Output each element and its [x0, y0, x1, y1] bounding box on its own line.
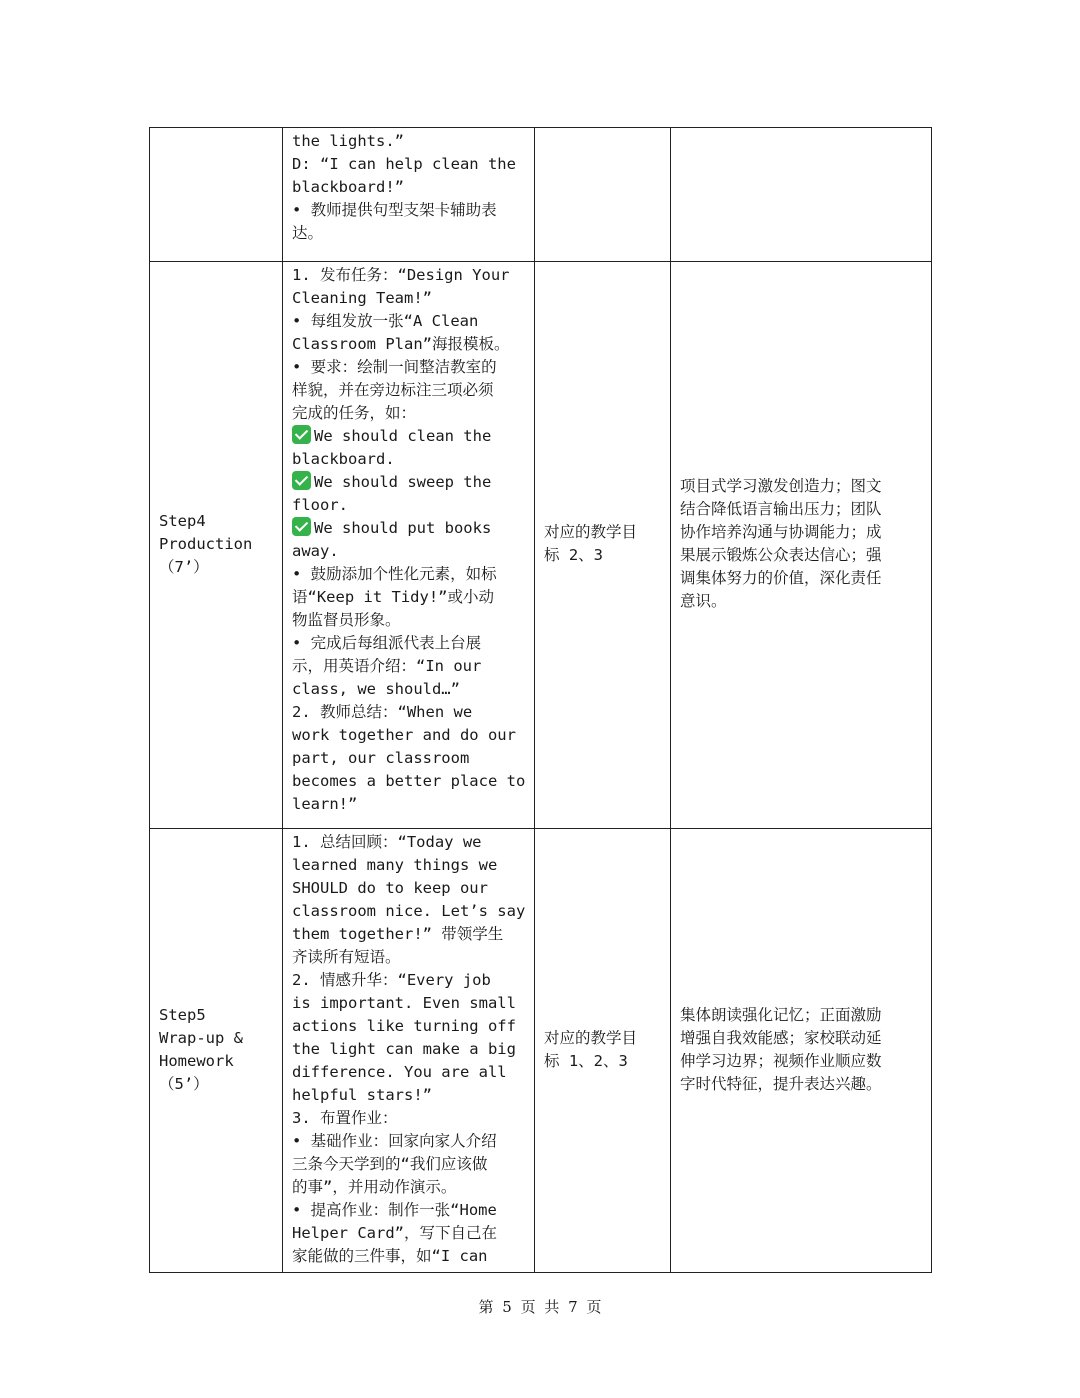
goals-cell: [535, 829, 671, 1273]
text-line: 结合降低语言输出压力；团队: [680, 500, 882, 518]
text-line: • 基础作业：回家向家人介绍: [292, 1132, 497, 1150]
lesson-plan-table: [149, 127, 932, 1273]
text-line: SHOULD do to keep our: [292, 879, 488, 897]
text-line: Cleaning Team!”: [292, 289, 432, 307]
text-line: Step5: [159, 1005, 206, 1024]
text-line: 集体朗读强化记忆；正面激励: [680, 1005, 882, 1024]
text-line: them together!” 带领学生: [292, 925, 504, 943]
text-line: 语“Keep it Tidy!”或小动: [292, 588, 494, 606]
page-footer: 第 5 页 共 7 页: [478, 1298, 602, 1316]
activity-cell: [283, 829, 535, 1273]
text-line: 样貌，并在旁边标注三项必须: [292, 381, 494, 399]
text-line: classroom nice. Let’s say: [292, 902, 526, 920]
text-line: is important. Even small: [292, 994, 516, 1012]
text-line: • 鼓励添加个性化元素，如标: [292, 565, 497, 583]
intent-cell: [671, 128, 932, 262]
step-cell: [150, 262, 283, 829]
table-row: [150, 829, 932, 1273]
text-line: Production: [159, 534, 253, 553]
text-line: Homework: [159, 1051, 234, 1070]
goals-cell: [535, 262, 671, 829]
intent-cell: [671, 829, 932, 1273]
text-line: becomes a better place to: [292, 772, 526, 790]
text-line: difference. You are all: [292, 1063, 507, 1081]
text-line: helpful stars!”: [292, 1086, 432, 1104]
text-line: 对应的教学目: [544, 1028, 638, 1047]
text-line: Helper Card”，写下自己在: [292, 1224, 497, 1242]
check-mark-icon: [292, 425, 311, 444]
text-line: floor.: [292, 496, 348, 514]
text-line: • 完成后每组派代表上台展: [292, 634, 482, 652]
text-line: 调集体努力的价值，深化责任: [680, 569, 882, 587]
text-line: Step4: [159, 511, 206, 530]
text-line: 字时代特征，提升表达兴趣。: [680, 1074, 882, 1093]
text-line: learn!”: [292, 795, 358, 813]
text-line: 标 1、2、3: [544, 1051, 628, 1070]
text-line: part, our classroom: [292, 749, 470, 767]
text-line: We should put books: [292, 517, 526, 540]
text-line: 完成的任务，如：: [292, 404, 417, 422]
text-line: 达。: [292, 224, 324, 242]
text-line: blackboard!”: [292, 178, 404, 196]
text-line: 对应的教学目: [544, 523, 638, 541]
text-line: blackboard.: [292, 450, 395, 468]
text-line: 意识。: [680, 592, 727, 610]
activity-cell: [283, 128, 535, 262]
text-line: 2. 教师总结：“When we: [292, 703, 473, 721]
text-line: • 教师提供句型支架卡辅助表: [292, 201, 497, 219]
text-line: away.: [292, 542, 339, 560]
text-line: （7’）: [159, 557, 209, 576]
goals-cell: [535, 128, 671, 262]
step-cell: [150, 128, 283, 262]
text-line: • 要求：绘制一间整洁教室的: [292, 358, 497, 376]
text-line: 三条今天学到的“我们应该做: [292, 1155, 488, 1173]
text-line: 果展示锻炼公众表达信心；强: [680, 546, 882, 564]
text-line: 的事”，并用动作演示。: [292, 1178, 457, 1196]
text-line: 标 2、3: [544, 546, 603, 564]
table-row: [150, 128, 932, 262]
intent-cell: [671, 262, 932, 829]
text-line: actions like turning off: [292, 1017, 516, 1035]
text-line: work together and do our: [292, 726, 516, 744]
text-line: • 每组发放一张“A Clean: [292, 312, 479, 330]
text-line: 物监督员形象。: [292, 611, 401, 629]
text-line: 协作培养沟通与协调能力；成: [680, 523, 882, 541]
activity-cell: [283, 262, 535, 829]
text-line: We should clean the: [292, 425, 526, 448]
text-line: 增强自我效能感；家校联动延: [680, 1028, 882, 1047]
text-line: 家能做的三件事，如“I can: [292, 1247, 488, 1265]
text-line: 1. 发布任务：“Design Your: [292, 266, 510, 284]
text-line: Classroom Plan”海报模板。: [292, 335, 510, 353]
text-line: D: “I can help clean the: [292, 155, 516, 173]
text-line: 齐读所有短语。: [292, 948, 401, 966]
text-line: Wrap-up &: [159, 1028, 243, 1047]
text-line: We should sweep the: [292, 471, 526, 494]
text-line: 1. 总结回顾：“Today we: [292, 833, 482, 851]
text-line: learned many things we: [292, 856, 498, 874]
text-line: the light can make a big: [292, 1040, 516, 1058]
text-line: 2. 情感升华：“Every job: [292, 971, 491, 989]
text-line: 3. 布置作业：: [292, 1109, 398, 1127]
check-mark-icon: [292, 517, 311, 536]
text-line: 示，用英语介绍：“In our: [292, 657, 482, 675]
text-line: the lights.”: [292, 132, 404, 150]
text-line: class, we should…”: [292, 680, 460, 698]
text-line: （5’）: [159, 1074, 209, 1093]
text-line: • 提高作业：制作一张“Home: [292, 1201, 497, 1219]
check-mark-icon: [292, 471, 311, 490]
step-cell: [150, 829, 283, 1273]
text-line: 伸学习边界；视频作业顺应数: [680, 1051, 882, 1070]
text-line: 项目式学习激发创造力；图文: [680, 477, 882, 495]
table-row: [150, 262, 932, 829]
